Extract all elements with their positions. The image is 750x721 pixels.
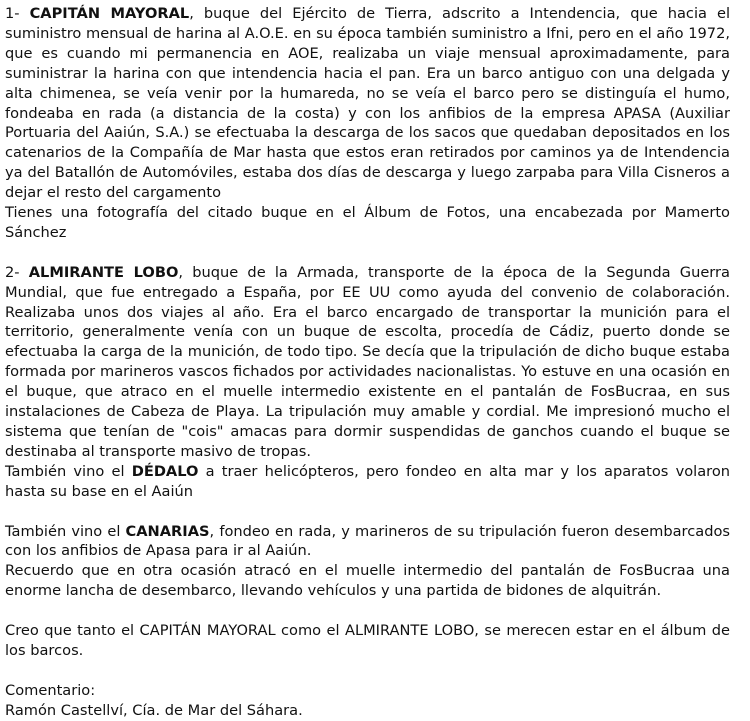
paragraph-text: También vino el [5,462,132,480]
section-almirante-lobo [5,263,730,462]
comment-author: Ramón Castellví, Cía. de Mar del Sáhara. [5,701,303,719]
ship-name-dedalo: DÉDALO [131,462,199,480]
section-dedalo [5,462,730,502]
canarias-note: Recuerdo que en otra ocasión atracó en el muelle intermedio del pantalán de FosBucraa una enorme lancha de desembarco, llevando vehículos y una partida de bidones de alquitrán. [5,562,730,600]
section-capitan-mayoral [5,4,730,203]
spacer [5,601,730,621]
item-number: 2- [5,263,29,281]
ship-name-almirante-lobo: ALMIRANTE LOBO [28,263,179,281]
section-canarias [5,522,730,562]
spacer [5,243,730,263]
paragraph-text: , buque de la Armada, transporte de la época de la Segunda Guerra Mundial, que fue entregado a España, por EE UU como ayuda del convenio de colaboración. Realizaba unos dos viajes al año. Era el barco encargado de transportar la munición para el territorio, generalmente venía con un buque de escolta, procedía de Cádiz, puerto donde se efectuaba la carga de la munición, de todo tipo. Se decía que la tripulación de dicho buque estaba formada por marineros vascos fichados por actividades nacionalistas. Yo estuve en una ocasión en el buque, que atraco en el muelle intermedio existente en el pantalán de FosBucraa, en sus instalaciones de Cabeza de Playa. La tripulación muy amable y cordial. Me impresionó mucho el sistema que tenían de "cois" amacas para dormir suspendidas de ganchos cuando el buque se destinaba al transporte masivo de tropas. [5,263,730,460]
paragraph-text: a traer helicópteros, pero fondeo en alta mar y los aparatos volaron hasta su base en el Aaiún [5,462,730,500]
paragraph-text: También vino el [5,522,126,540]
ship-name-capitan-mayoral: CAPITÁN MAYORAL [29,5,190,22]
paragraph-text: , fondeo en rada, y marineros de su tripulación fueron desembarcados con los anfibios de Apasa para ir al Aaiún. [5,522,730,560]
comment-label: Comentario: [5,681,96,699]
item-number: 1- [5,5,30,22]
spacer [5,502,730,522]
ship-name-canarias: CANARIAS [125,522,210,540]
photo-note: Tienes una fotografía del citado buque en el Álbum de Fotos, una encabezada por Mamerto Sánchez [5,204,730,241]
spacer [5,661,730,681]
document-body [5,4,730,721]
closing-paragraph: Creo que tanto el CAPITÁN MAYORAL como el ALMIRANTE LOBO, se merecen estar en el álbum de los barcos. [5,622,730,659]
paragraph-text: , buque del Ejército de Tierra, adscrito a Intendencia, que hacia el suministro mensual de harina al A.O.E. en su época también suministro a Ifni, pero en el año 1972, que es cuando mi permanencia en AOE, realizaba un viaje mensual aproximadamente, para suministrar la harina con que intendencia hacia el pan. Era un barco antiguo con una delgada y alta chimenea, se veía venir por la humareda, no se veía el barco pero se distinguía el humo, fondeaba en rada (a distancia de la costa) y con los anfibios de la empresa APASA (Auxiliar Portuaria del Aaiún, S.A.) se efectuaba la descarga de los sacos que quedaban depositados en los catenarios de la Compañía de Mar hasta que estos eran retirados por caminos ya de Intendencia ya del Batallón de Automóviles, estaba dos días de descarga y luego zarpaba para Villa Cisneros a dejar el resto del cargamento [5,5,730,202]
